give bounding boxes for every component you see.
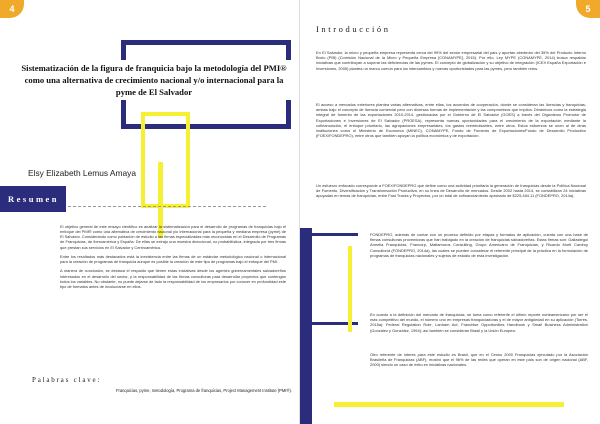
page-number-left: 4 xyxy=(0,0,24,18)
resumen-paragraph: A manera de conclusión, se destaca el respaldo que tienen estas iniciativas desde los agentes gubernamentales salvadoreños interesados en el desarrollo del sector, y la responsabilidad de las firmas consultoras para desarrollar proyectos que contengan todos los variables. No obstante, no puede dejarse de lado la responsabilidad de los empresarios por conocer en profundidad este tipo de formatos antes de involucrarse en ellos. xyxy=(60,268,286,289)
article-title: Sistematización de la figura de franquicia bajo la metodología del PMI® como una alternativa de crecimiento nacional y/o internacional para la pyme de El Salvador xyxy=(16,60,292,100)
intro-paragraph: En cuanto a la definición del mercado de franquicias, se toma como referente el último reporte norteamericano por ser el más competitivo del mundo, el número uno en empresas franquiciadoras y el de mayor antigüedad en su aplicación (Torres, 2015a): Federal Regulation Rule, Lanham Act, Franchise Opportunities Handbook y Small Business Administration (González y González, 1994); así también se consideran Brasil y la Unión Europea. xyxy=(370,312,588,333)
page-number-right: 5 xyxy=(576,0,600,18)
keywords-label: Palabras clave: xyxy=(32,376,102,384)
resumen-paragraph: El objetivo general de este ensayo científico es analizar la sistematización para el desarrollo de programas de franquicias bajo el enfoque del PMI® como una alternativa de crecimiento nacional y/o internacional para la pequeña y mediana empresa (pyme) de El Salvador. Considerando como población de estudio a las firmas especializadas más reconocidas en el Desarrollo de Programas de Franquicias, de Iberoamérica y España. De ellas se extrajo una muestra direccional, no probabilística, integrada por tres firmas que prestan sus servicios en El Salvador y Centroamérica. xyxy=(60,224,286,250)
intro-paragraph: En El Salvador, la micro y pequeña empresa representa cerca del 99% del sector empresarial del país y aportan alrededor del 35% del Producto Interno Bruto (PIB) (Comisión Nacional de la Micro y Pequeña Empresa [CONAMYPE], 2015). Por ello, Ley MYPE (CONAMYPE, 2014) busca respaldar iniciativas que contribuyan a superar las deficiencias de las pymes. El concepto de globalización y su objetivo de integración (ICEX España Exportación e Inversiones, 2005) plantea un marco común para los intercambios y nuevas oportunidades para las pymes, pero también retos. xyxy=(316,50,586,71)
dashed-divider xyxy=(68,206,266,207)
yellow-decorative-underline xyxy=(334,402,564,407)
resumen-body xyxy=(60,224,286,293)
intro-paragraph: Otro referente de interés para este estudio es Brasil, que en el Censo 2000 Franquicias ejecutado por la Asociación Brasileña de Franquicias (ABF), mostró que el 96% de las redes que operan en este país son de origen nacional (ABF, 2000) siendo un caso de éxito en iniciativas nacionales. xyxy=(370,352,588,368)
intro-paragraph: Un esfuerzo enfocado corresponde a FOEX/FONDEPRO que define como una actividad prioritaria la generación de franquicias desde la Política Nacional de Fomento, Diversificación y Transformación Productiva, en su línea de Desarrollo de mercados. Desde 2002 hasta 2014, se contabilizan 24 iniciativas apoyadas en temas de franquicias, entre Fast Tracks y Proyectos, por un total de cofinanciamiento aprobado de $225,484.11 (FONDEPRO, 2014a). xyxy=(316,183,586,199)
intro-paragraph: El acceso a mercados exteriores plantea varias alternativas, entre ellas, los acuerdos de cooperación, donde se consideran las licencias y franquicias; ambas bajo el concepto de licencia comercial pero con diversas formas de implementación y las compromisos que implica. Dinámicos como la estrategia integral de fomento de las exportaciones 2010-2014, gestionadas por el Gobierno de El Salvador (GOES) a través del Organismo Promotor de Exportaciones e Inversiones de El Salvador (PROESA), representa nuevas oportunidades para el crecimiento de la exportación mediante la cofinanciación, el enfoque prioritario, las agrupaciones empresariales, los gastos reembolsables, entre otros. Estos esfuerzos se unen al de otras instituciones como el Ministerio de Economía (MINEC), CONAMYPE, Fondo de Fomento de Exportaciones/Fondo de Desarrollo Productivo (FOEX/FONDEPRO), entre otros que también apoyan la política económica y de exportación. xyxy=(316,102,586,139)
yellow-decorative-frame xyxy=(141,112,190,208)
right-page xyxy=(300,0,600,424)
yellow-decorative-line xyxy=(348,246,352,332)
author-name: Elsy Elizabeth Lemus Amaya xyxy=(28,168,136,178)
resumen-heading: Resumen xyxy=(0,186,66,212)
keywords-text: Franquicias, pyme, metodología, Programa de franquicias, Project Management Institute (PMI®). xyxy=(116,388,292,393)
introduccion-heading: Introducción xyxy=(316,24,391,34)
resumen-paragraph: Entre los resultados más destacados está la inexistencia entre las firmas de un estándar metodológico nacional o internacional para la creación de programas de franquicia aunque es posible la creación de este tipo de programas bajo el enfoque del PMI. xyxy=(60,253,286,265)
intro-paragraph: FONDEPRO, además de contar con un proceso definido por etapas y formatos de aplicación, cuenta con una base de firmas consultoras proveedoras que han trabajado en la creación de franquicias salvadoreñas. Estas firmas son: Gallastegui Armella Franquicias, Francorp, Mattamoros Consulting, Grupo Americano de Franquicias, y Ricardo Morti Cardroy Consultoría (FONDEPRO, 2014a), las cuales se pueden considerar el referente principal de la práctica en la formulación de programas de franquicias nacionales y sujetos de estudio de esta investigación. xyxy=(370,232,588,258)
